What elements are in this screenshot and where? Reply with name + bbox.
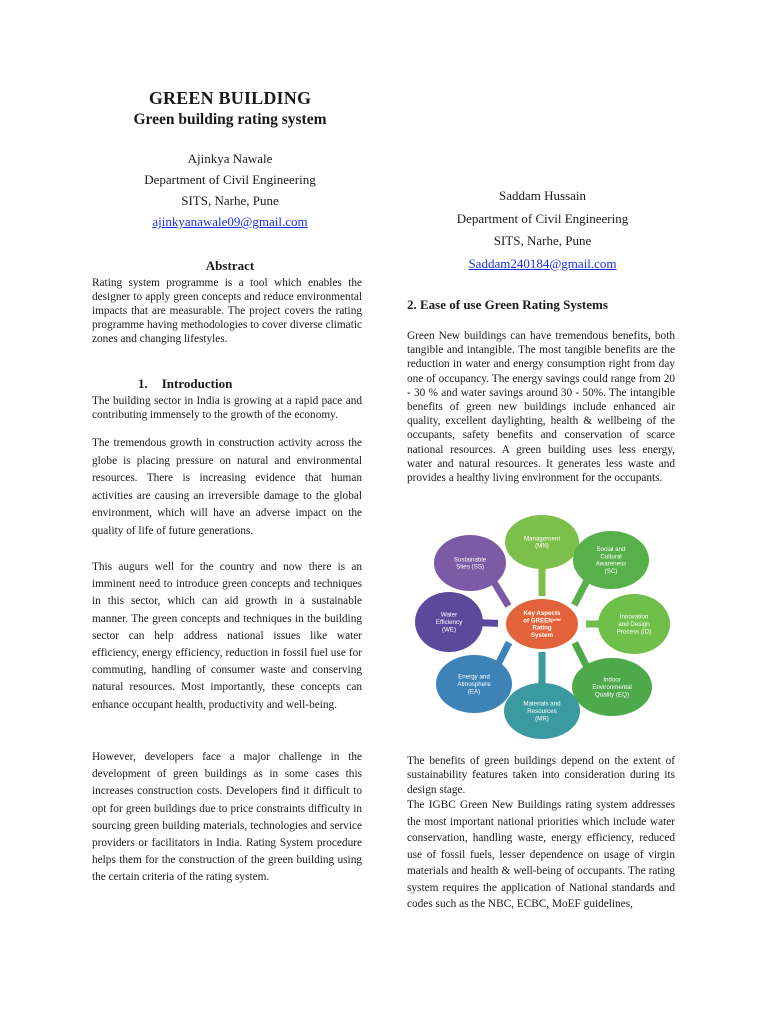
aspect-node-label: Process (ID) bbox=[616, 628, 652, 636]
aspect-node-label: Quality (EQ) bbox=[594, 691, 630, 699]
section-2-paragraph-1: Green New buildings can have tremendous benefits, both tangible and intangible. The most tangible benefits are the reduction in water and energy consumption right from day one of occupancy. The energy savings could range from 20 - 30 % and water savings around 30 - 50%. The intangible benefits of green new buildings include enhanced air quality, excellent daylighting, health & wellbeing of the occupants, safety benefits and conservation of scarce national resources. A green building uses less energy, water and natural resources. It generates less waste and provides a healthy living environment for the occupants. bbox=[407, 330, 675, 485]
author-name: Ajinkya Nawale bbox=[187, 151, 273, 166]
intro-paragraph-3: This augurs well for the country and now there is an imminent need to introduce green concepts and techniques in this sector, which can aid growth in a sustainable manner. The green concepts and techniques in the building sector can help address national issues like water efficiency, energy efficiency, reduction in fossil fuel use for commuting, handling of consumer waste and conserving natural resources. Most importantly, these concepts can enhance occupant health, productivity and well-being. bbox=[92, 561, 362, 711]
aspect-node-label: (EA) bbox=[467, 688, 481, 696]
aspect-node-label: Sites (SS) bbox=[456, 563, 484, 571]
aspect-node-label: (MR) bbox=[535, 715, 549, 723]
center-node-label: Key Aspects bbox=[523, 610, 561, 618]
intro-paragraph-2: The tremendous growth in construction activity across the globe is placing pressure on natural and environmental resources. There is increasing evidence that human activities are causing an irreversible damage to the global environment, which will have an adverse impact on the quality of life of future generations. bbox=[92, 437, 362, 537]
section-2-heading: 2. Ease of use Green Rating Systems bbox=[407, 297, 608, 312]
aspect-node-id bbox=[598, 594, 670, 654]
aspect-node-eq bbox=[572, 658, 652, 716]
section-2-paragraph-3: The IGBC Green New Buildings rating system addresses the most important national priorities which include water conservation, handling waste, energy efficiency, reduced use of fossil fuels, lesser dependence on usage of virgin materials and health & well-being of occupants. The rating system requires the application of National standards and codes such as the NBC, ECBC, MoEF guidelines, bbox=[407, 799, 675, 910]
author-email-link[interactable]: ajinkyanawale09@gmail.com bbox=[152, 214, 308, 229]
author-department: Department of Civil Engineering bbox=[456, 210, 629, 226]
aspect-node-label: and Design bbox=[618, 621, 650, 628]
aspect-node-sc bbox=[573, 531, 649, 589]
aspect-node-label: Sustainable bbox=[453, 556, 487, 564]
section-2-paragraph-2: The benefits of green buildings depend on the extent of sustainability features taken into consideration during its design stage. bbox=[407, 755, 675, 796]
aspect-node-ss bbox=[434, 535, 506, 591]
intro-paragraph-1: The building sector in India is growing at a rapid pace and contributing immensely to the growth of the economy. bbox=[92, 395, 362, 421]
paper-title: GREEN BUILDING bbox=[148, 88, 312, 108]
aspect-node-label: Energy and bbox=[458, 673, 490, 681]
author-email-link[interactable]: Saddam240184@gmail.com bbox=[468, 255, 617, 271]
diagram-center-node bbox=[506, 599, 578, 649]
aspect-node-we bbox=[415, 592, 483, 652]
center-node-label: of GREENⁿᵉʷ bbox=[523, 617, 561, 625]
center-node-label: System bbox=[530, 631, 554, 639]
aspect-node-ea bbox=[436, 655, 512, 713]
section-1-heading bbox=[138, 376, 232, 392]
aspect-node-label: Social and bbox=[596, 545, 626, 553]
rating-aspects-diagram bbox=[412, 512, 670, 744]
aspect-node-label: (MN) bbox=[535, 542, 549, 550]
abstract-heading: Abstract bbox=[205, 258, 255, 273]
aspect-node-mn bbox=[505, 515, 579, 569]
author-institute: SITS, Narhe, Pune bbox=[181, 193, 279, 208]
aspect-node-label: Indoor bbox=[603, 676, 621, 684]
aspect-node-label: Efficiency bbox=[435, 619, 463, 626]
center-node-label: Rating bbox=[532, 624, 552, 632]
author-left bbox=[90, 148, 370, 232]
aspect-node-label: Innovation bbox=[619, 613, 649, 621]
aspect-node-label: Atmosphere bbox=[457, 681, 491, 688]
aspect-node-label: Water bbox=[440, 611, 458, 619]
aspect-node-label: (WE) bbox=[441, 626, 457, 634]
aspect-node-label: Environmental bbox=[592, 684, 632, 691]
author-institute: SITS, Narhe, Pune bbox=[493, 233, 592, 248]
aspect-node-label: Materials and bbox=[523, 700, 561, 708]
aspect-node-mr bbox=[504, 683, 580, 739]
abstract-body: Rating system programme is a tool which enables the designer to apply green concepts and reduce environmental impacts that are measurable. The project covers the rating programme having methodologies to cover diverse climatic zones and changing lifestyles. bbox=[92, 277, 362, 345]
author-name: Saddam Hussain bbox=[498, 188, 587, 203]
section-number: 1. bbox=[138, 376, 148, 391]
aspect-node-label: Awareness bbox=[595, 560, 627, 568]
paper-subtitle: Green building rating system bbox=[133, 111, 327, 128]
diagram-svg bbox=[412, 512, 670, 744]
author-department: Department of Civil Engineering bbox=[144, 172, 316, 187]
aspect-node-label: (SC) bbox=[604, 568, 618, 576]
aspect-node-label: Management bbox=[523, 535, 561, 543]
section-title: Introduction bbox=[161, 376, 233, 391]
intro-paragraph-4: However, developers face a major challenge in the development of green buildings as in some cases this increases construction costs. Developers find it difficult to opt for green buildings due to price constraints difficulty in sourcing green building materials, technologies and service providers or facilitators in India. Rating System procedure helps them for the construction of the green building using the certain criteria of the rating system. bbox=[92, 751, 362, 884]
aspect-node-label: Cultural bbox=[600, 553, 622, 561]
author-right bbox=[400, 185, 685, 275]
aspect-node-label: Resources bbox=[527, 708, 557, 715]
